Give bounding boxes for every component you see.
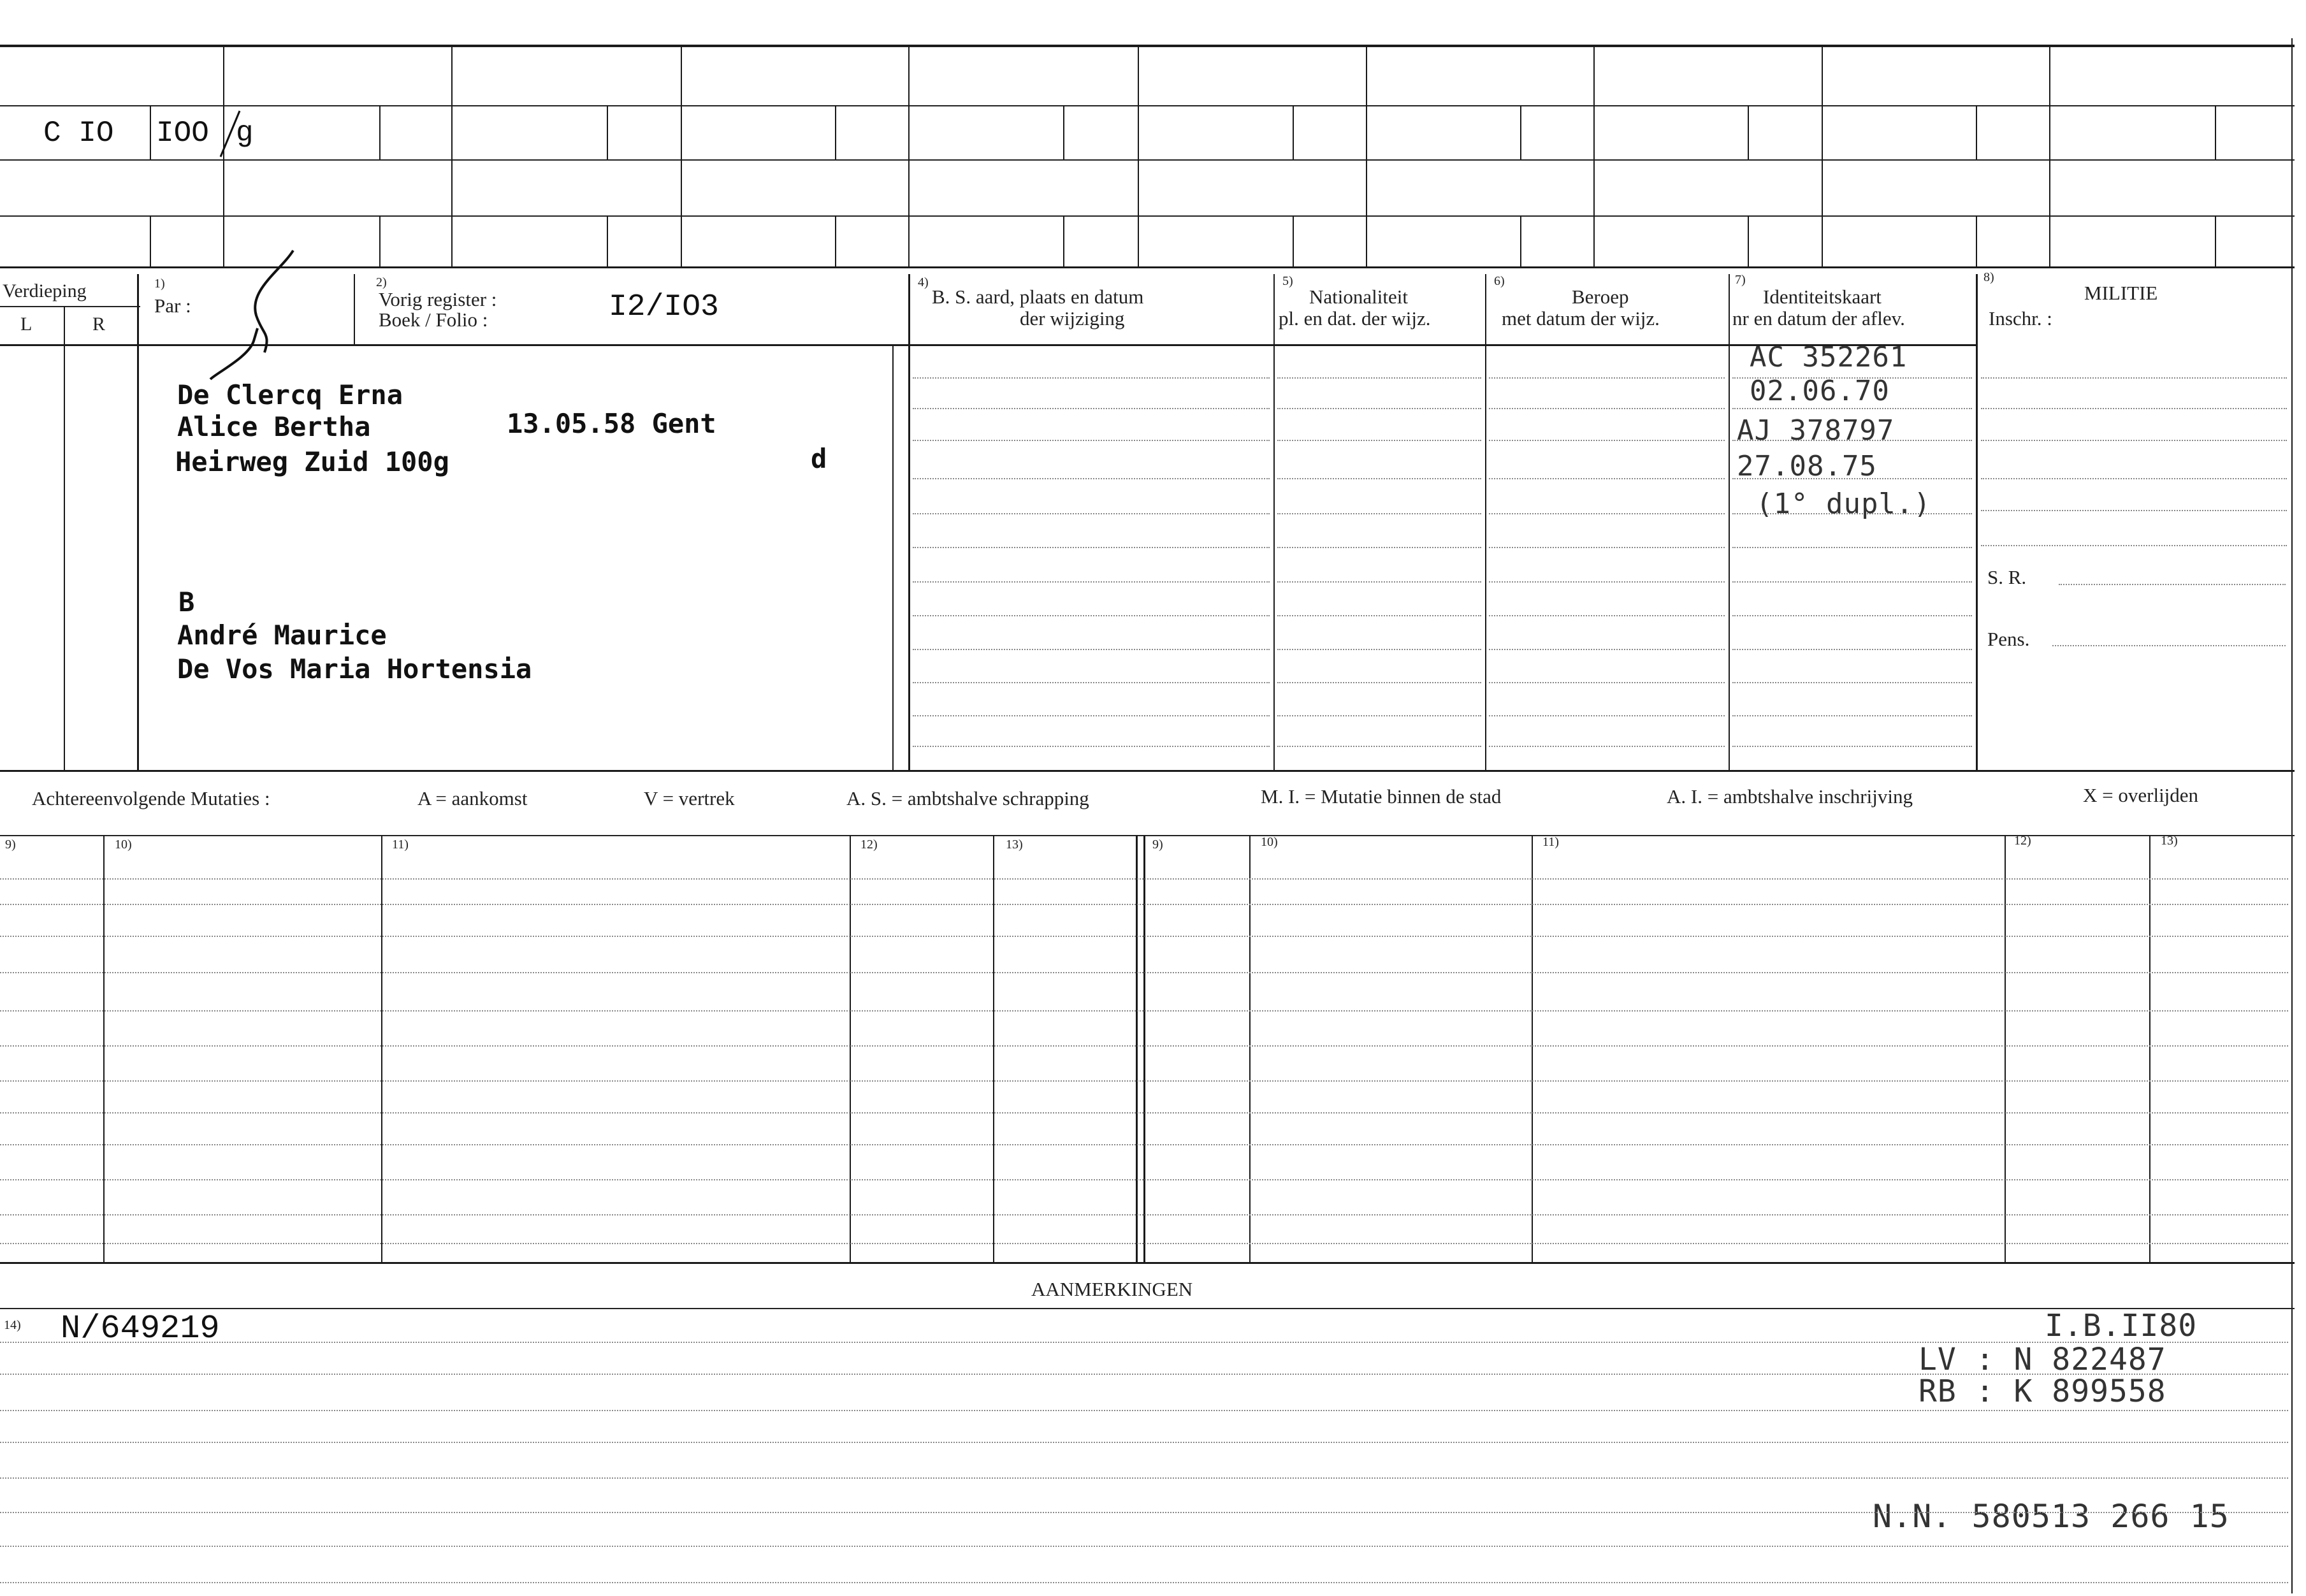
aanmerkingen-title: AANMERKINGEN bbox=[1031, 1278, 1193, 1300]
card-suffix: g bbox=[236, 117, 254, 150]
militie-title: MILITIE bbox=[2084, 282, 2158, 304]
col7-line1: Identiteitskaart bbox=[1763, 286, 1882, 308]
inschr-label: Inschr. : bbox=[1989, 307, 2052, 330]
lv-number: LV : N 822487 bbox=[1918, 1342, 2166, 1377]
par-label: Par : bbox=[154, 294, 191, 317]
mut-col-13b: 13) bbox=[2161, 834, 2178, 848]
person-father: André Maurice bbox=[177, 620, 387, 651]
legend-v: V = vertrek bbox=[644, 787, 735, 809]
mut-col-11b: 11) bbox=[1542, 835, 1559, 849]
col8-num: 8) bbox=[1983, 270, 1994, 284]
slash-mark bbox=[217, 108, 242, 159]
mut-col-9b: 9) bbox=[1152, 838, 1163, 852]
col7-num: 7) bbox=[1735, 273, 1746, 287]
mut-col-9a: 9) bbox=[5, 838, 16, 852]
id-date-2: 27.08.75 bbox=[1737, 450, 1877, 482]
mut-col-10b: 10) bbox=[1261, 835, 1278, 849]
legend-as: A. S. = ambtshalve schrapping bbox=[846, 787, 1089, 809]
aanmerkingen-ref: N/649219 bbox=[61, 1310, 220, 1347]
legend-a: A = aankomst bbox=[417, 787, 528, 809]
id-note: (1° dupl.) bbox=[1756, 488, 1931, 520]
rb-number: RB : K 899558 bbox=[1918, 1374, 2166, 1409]
legend-mi: M. I. = Mutatie binnen de stad bbox=[1261, 785, 1502, 808]
ib-number: I.B.II80 bbox=[2045, 1308, 2198, 1344]
verdieping-label: Verdieping bbox=[3, 280, 87, 301]
register-value: I2/IO3 bbox=[609, 290, 719, 324]
col5-num: 5) bbox=[1282, 274, 1293, 288]
card-code: C IO bbox=[43, 117, 114, 150]
legend-ai: A. I. = ambtshalve inschrijving bbox=[1667, 785, 1913, 808]
top-border bbox=[0, 45, 2295, 47]
sr-label: S. R. bbox=[1987, 566, 2027, 588]
col7-line2: nr en datum der aflev. bbox=[1732, 307, 1905, 330]
id-date-1: 02.06.70 bbox=[1750, 375, 1890, 407]
col1-num: 1) bbox=[154, 277, 165, 291]
mut-col-12a: 12) bbox=[860, 838, 878, 852]
vorig-register-label: Vorig register : bbox=[379, 288, 497, 310]
person-mother: De Vos Maria Hortensia bbox=[177, 653, 532, 685]
col6-num: 6) bbox=[1494, 274, 1505, 288]
col5-line2: pl. en dat. der wijz. bbox=[1279, 307, 1431, 330]
id-card-1: AC 352261 bbox=[1750, 341, 1908, 374]
person-relation: B bbox=[178, 586, 195, 618]
mut-col-11a: 11) bbox=[392, 838, 409, 852]
card-number: IOO bbox=[156, 117, 209, 150]
id-card-2: AJ 378797 bbox=[1737, 414, 1895, 447]
col2-num: 2) bbox=[376, 275, 387, 289]
pens-label: Pens. bbox=[1987, 628, 2030, 650]
person-first-names: Alice Bertha bbox=[177, 411, 371, 442]
mutaties-label: Achtereenvolgende Mutaties : bbox=[32, 787, 270, 809]
verdieping-l: L bbox=[20, 314, 33, 335]
person-birth: 13.05.58 Gent bbox=[507, 408, 716, 439]
col6-line2: met datum der wijz. bbox=[1502, 307, 1660, 330]
person-mark: d bbox=[811, 443, 827, 474]
handwritten-par-mark bbox=[204, 245, 319, 392]
aanmerkingen-num: 14) bbox=[4, 1318, 21, 1332]
col4-line2: der wijziging bbox=[1020, 307, 1125, 330]
mut-col-13a: 13) bbox=[1006, 838, 1023, 852]
boek-folio-label: Boek / Folio : bbox=[379, 308, 488, 331]
verdieping-r: R bbox=[92, 314, 106, 335]
col4-line1: B. S. aard, plaats en datum bbox=[932, 286, 1144, 308]
mut-col-12b: 12) bbox=[2014, 834, 2031, 848]
nn-number: N.N. 580513 266 15 bbox=[1873, 1498, 2230, 1535]
legend-x: X = overlijden bbox=[2083, 784, 2199, 806]
col4-num: 4) bbox=[918, 275, 929, 289]
mut-col-10a: 10) bbox=[115, 838, 132, 852]
person-address: Heirweg Zuid 100g bbox=[175, 446, 449, 477]
col5-line1: Nationaliteit bbox=[1309, 286, 1408, 308]
col6-line1: Beroep bbox=[1572, 286, 1629, 308]
person-name: De Clercq Erna bbox=[177, 379, 403, 410]
